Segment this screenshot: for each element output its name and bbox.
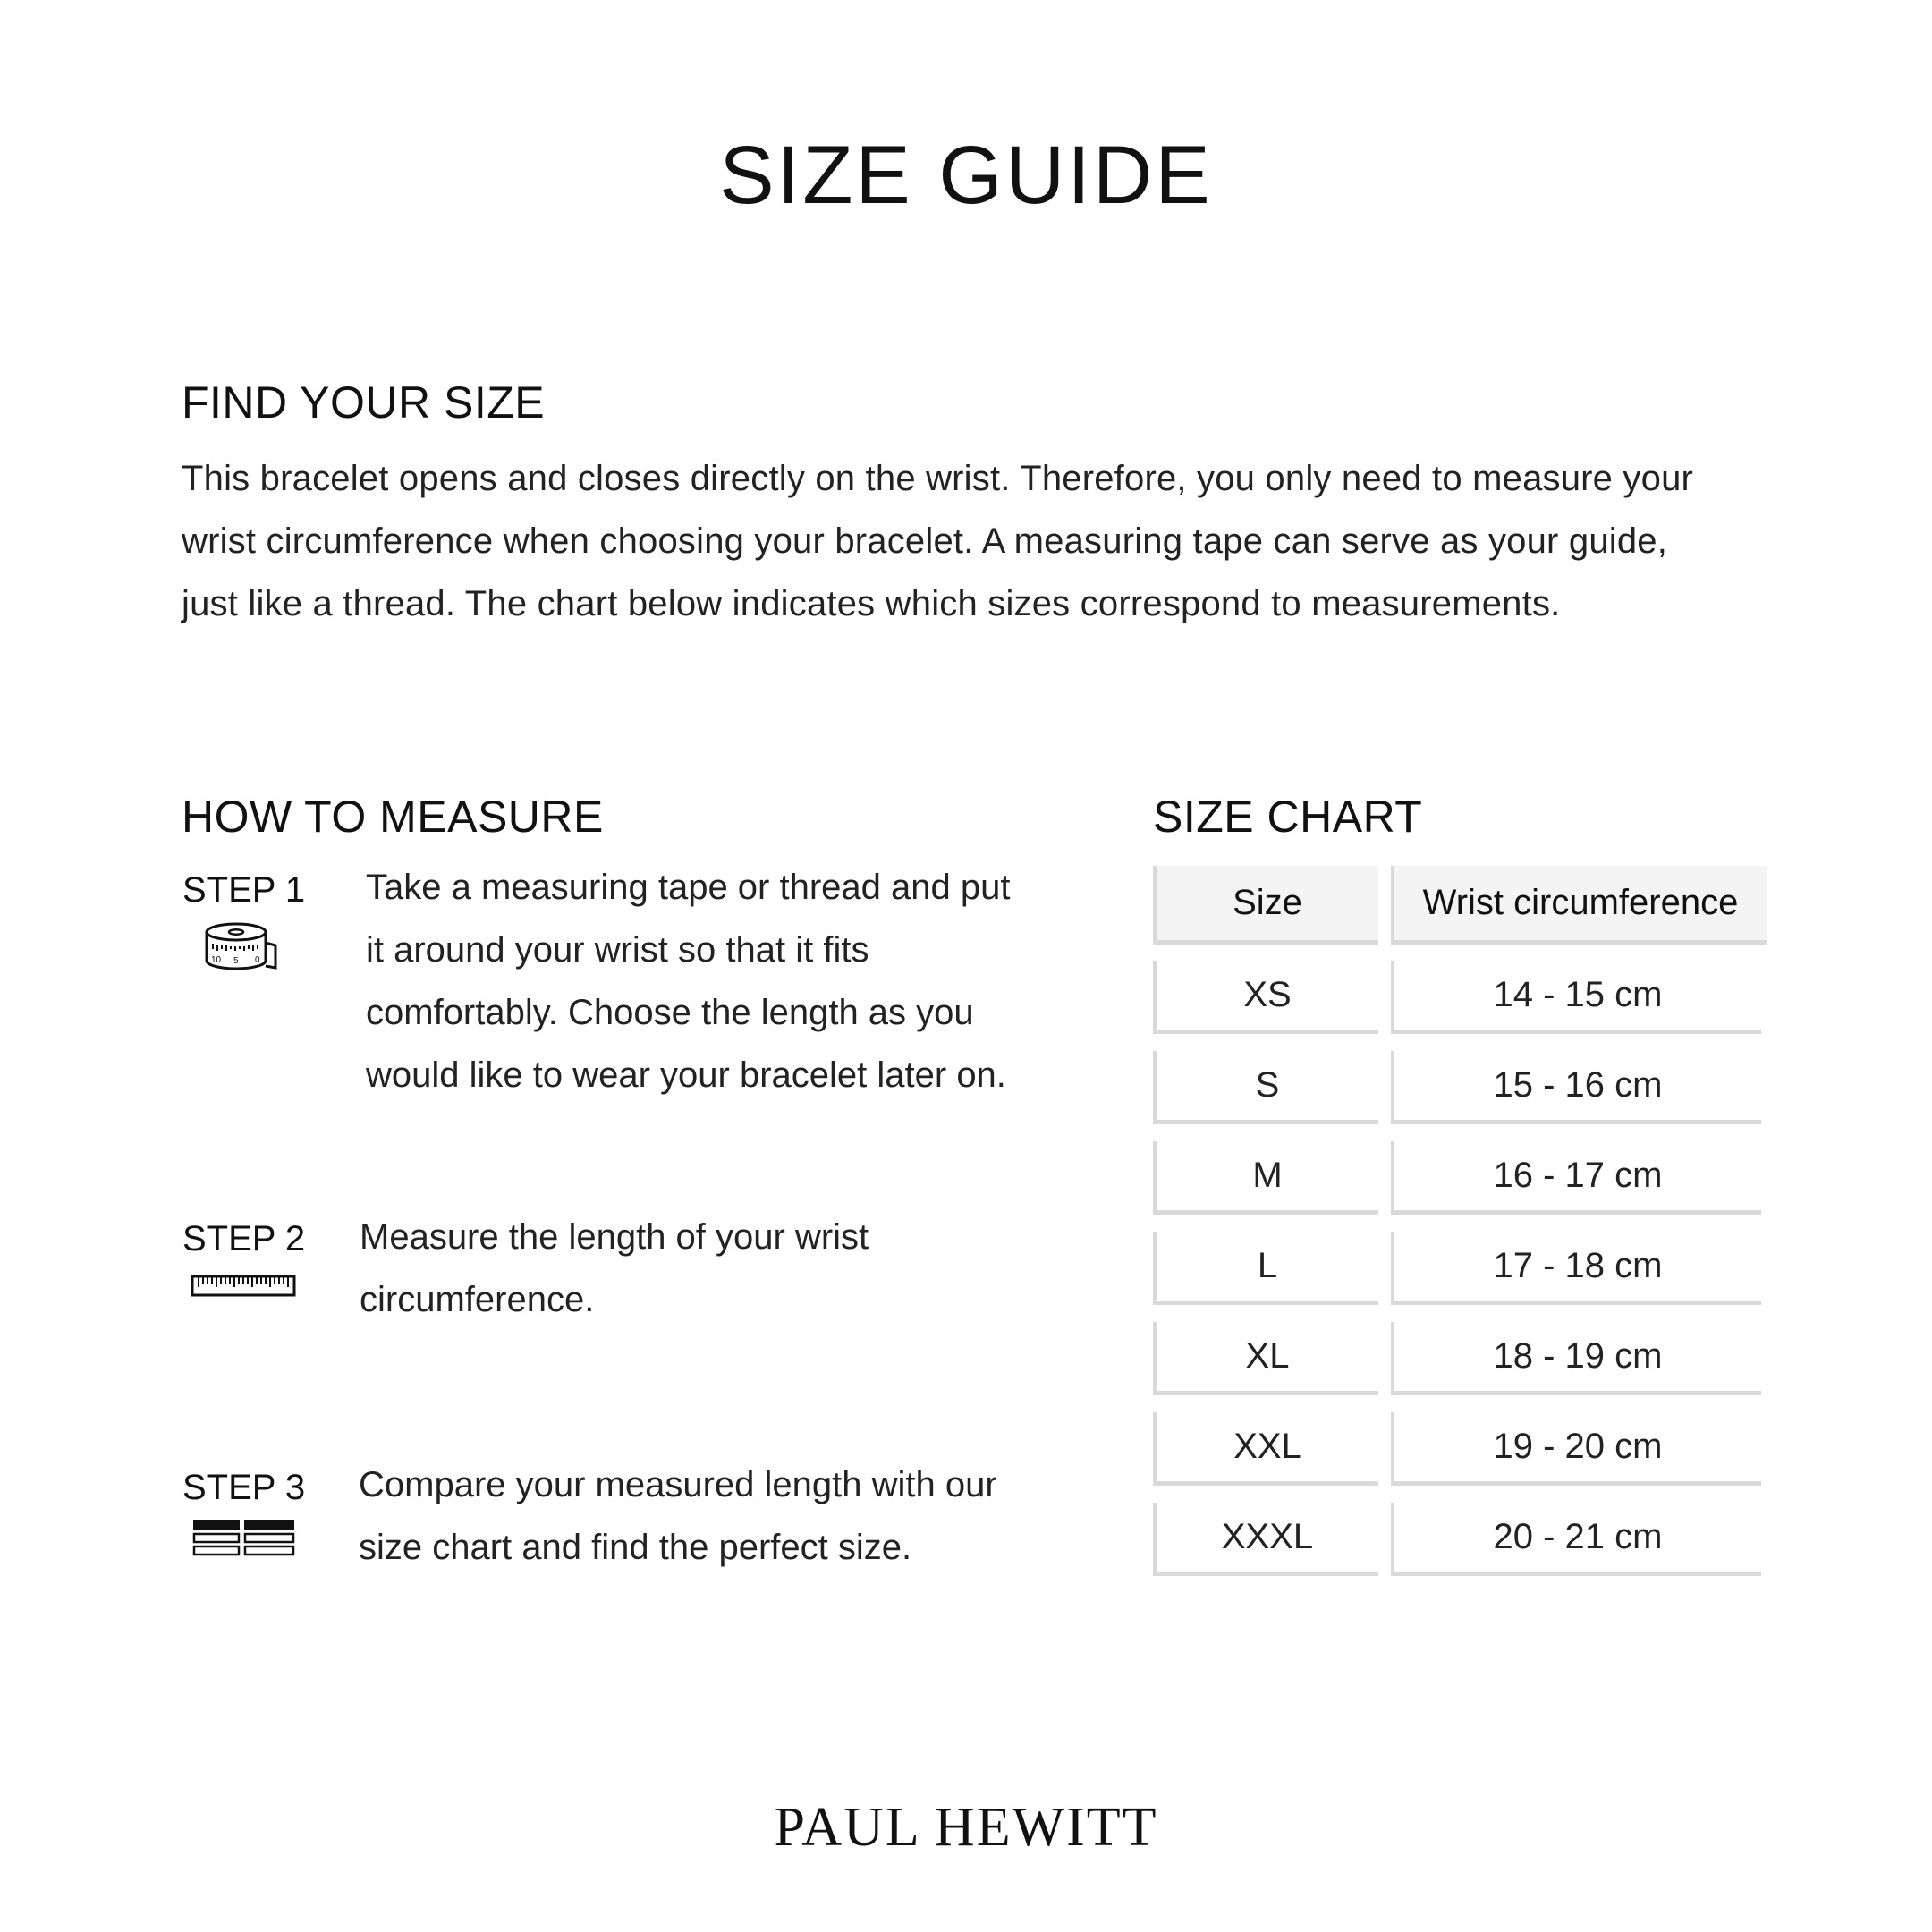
wrist-cell: 14 - 15 cm <box>1391 961 1761 1034</box>
step-3-line: Compare your measured length with our <box>359 1465 997 1504</box>
step-1-text <box>366 856 1063 1106</box>
step-1-label: STEP 1 <box>182 870 306 910</box>
size-cell: S <box>1153 1051 1378 1124</box>
step-2-line: circumference. <box>360 1280 595 1319</box>
size-cell: XXXL <box>1153 1503 1378 1576</box>
find-your-size-heading: FIND YOUR SIZE <box>182 377 546 428</box>
wrist-cell: 20 - 21 cm <box>1391 1503 1761 1576</box>
how-to-measure-heading: HOW TO MEASURE <box>182 792 604 842</box>
step-1-line: it around your wrist so that it fits <box>366 930 869 970</box>
size-cell: XS <box>1153 961 1378 1034</box>
wrist-cell: 17 - 18 cm <box>1391 1232 1761 1305</box>
page-title: SIZE GUIDE <box>719 130 1213 221</box>
wrist-cell: 19 - 20 cm <box>1391 1412 1761 1486</box>
step-2-label: STEP 2 <box>182 1219 306 1258</box>
column-header-size: Size <box>1153 866 1378 945</box>
size-cell: L <box>1153 1232 1378 1305</box>
step-2-line: Measure the length of your wrist <box>360 1217 869 1257</box>
intro-line: wrist circumference when choosing your bracelet. A measuring tape can serve as your guide, <box>182 521 1668 561</box>
intro-line: This bracelet opens and closes directly on the wrist. Therefore, you only need to measure your <box>182 459 1694 498</box>
wrist-cell: 15 - 16 cm <box>1391 1051 1761 1124</box>
size-cell: XL <box>1153 1322 1378 1395</box>
size-cell: XXL <box>1153 1412 1378 1486</box>
ruler-icon <box>191 1275 296 1298</box>
column-header-wrist-circumference: Wrist circumference <box>1391 866 1767 945</box>
intro-paragraph <box>182 447 1756 635</box>
step-1-line: comfortably. Choose the length as you <box>366 993 974 1032</box>
step-2-text <box>360 1206 1057 1331</box>
intro-line: just like a thread. The chart below indicates which sizes correspond to measurements. <box>182 584 1561 623</box>
size-cell: M <box>1153 1141 1378 1215</box>
step-3-line: size chart and find the perfect size. <box>359 1528 912 1567</box>
step-1-line: would like to wear your bracelet later on. <box>366 1055 1006 1095</box>
step-3-text <box>359 1453 1056 1579</box>
tape-tick-label: 10 <box>211 955 222 965</box>
step-3-label: STEP 3 <box>182 1468 306 1507</box>
wrist-cell: 18 - 19 cm <box>1391 1322 1761 1395</box>
size-chart-heading: SIZE CHART <box>1153 792 1423 842</box>
step-1-line: Take a measuring tape or thread and put <box>366 868 1011 907</box>
tape-tick-label: 5 <box>233 956 239 966</box>
brand-logo: PAUL HEWITT <box>774 1797 1158 1858</box>
tape-tick-label: 0 <box>255 955 260 965</box>
measuring-tape-icon <box>204 921 279 971</box>
size-chart-icon <box>192 1519 296 1556</box>
wrist-cell: 16 - 17 cm <box>1391 1141 1761 1215</box>
